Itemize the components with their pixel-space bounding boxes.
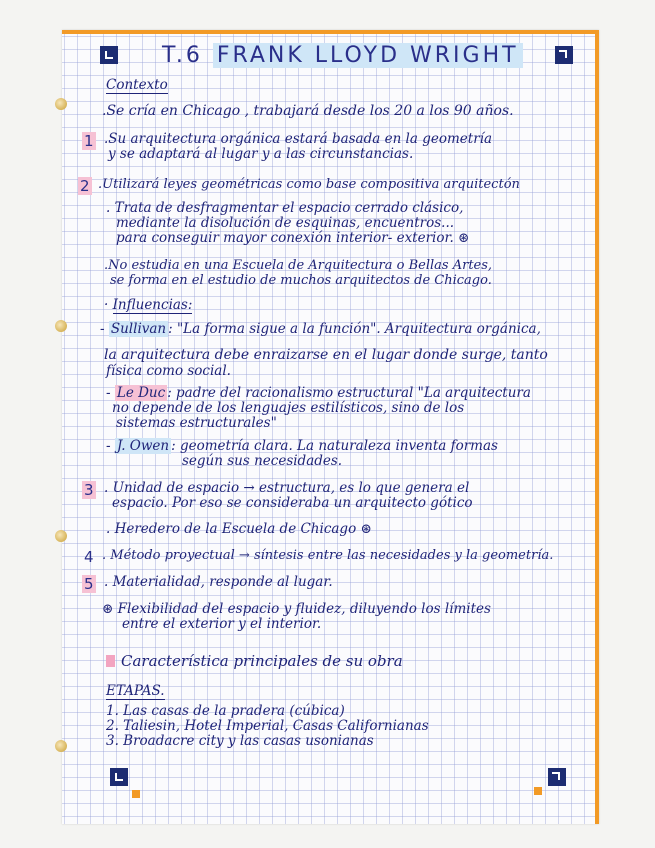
stage-item: 3. Broadacre city y las casas usonianas	[106, 733, 374, 749]
title-text: FRANK LLOYD WRIGHT	[213, 43, 523, 68]
notebook-logo-icon	[110, 768, 128, 786]
note-line: ⊛ Flexibilidad del espacio y fluidez, diluyendo los límites	[102, 601, 491, 617]
section-heading-text: Característica principales de su obra	[121, 652, 403, 670]
orange-square-icon	[132, 790, 140, 798]
binder-hole	[55, 320, 67, 332]
influence-text: : geometría clara. La naturaleza inventa formas	[171, 438, 498, 454]
note-line: . Método proyectual → síntesis entre las necesidades y la geometría.	[102, 548, 554, 563]
note-line: la arquitectura debe enraizarse en el lugar donde surge, tanto	[104, 347, 548, 363]
note-line: .Se cría en Chicago , trabajará desde los 20 a los 90 años.	[102, 103, 514, 119]
point-number: 4	[84, 548, 94, 566]
note-line: según sus necesidades.	[182, 453, 343, 469]
binder-hole	[55, 530, 67, 542]
note-line: - Sullivan : "La forma sigue a la función". Arquitectura orgánica,	[100, 321, 541, 337]
stages-heading: ETAPAS.	[106, 683, 165, 699]
note-line: .No estudia en una Escuela de Arquitectura o Bellas Artes,	[104, 258, 493, 273]
note-line: . Trata de desfragmentar el espacio cerrado clásico,	[106, 200, 464, 216]
topic-number: T.6	[162, 43, 203, 68]
note-line: entre el exterior y el interior.	[122, 616, 322, 632]
section-heading	[106, 654, 403, 669]
note-line: - J. Owen : geometría clara. La naturaleza inventa formas	[106, 438, 498, 454]
point-number: 3	[84, 481, 94, 499]
notebook-logo-icon	[100, 46, 118, 64]
point-number: 2	[80, 177, 90, 195]
note-line: . Unidad de espacio → estructura, es lo que genera el	[104, 480, 470, 496]
note-line: no depende de los lenguajes estilísticos, sino de los	[112, 400, 465, 416]
note-line: espacio. Por eso se consideraba un arquitecto gótico	[112, 495, 473, 511]
note-line: mediante la disolución de esquinas, encuentros...	[116, 215, 455, 231]
stage-item: 2. Taliesin, Hotel Imperial, Casas Californianas	[106, 718, 429, 734]
note-line: y se adaptará al lugar y a las circunstancias.	[108, 146, 414, 162]
note-line: física como social.	[106, 363, 231, 379]
point-number: 5	[84, 575, 94, 593]
influence-name: Sullivan	[110, 321, 167, 337]
note-line: se forma en el estudio de muchos arquitectos de Chicago.	[110, 273, 492, 288]
note-line: . Heredero de la Escuela de Chicago ⊛	[106, 521, 372, 537]
pink-box-icon	[106, 655, 115, 667]
binder-hole	[55, 740, 67, 752]
page-title	[162, 43, 523, 68]
section-heading: Contexto	[106, 77, 168, 93]
influence-name: Le Duc	[116, 385, 166, 401]
influences-heading: · Influencias:	[104, 297, 193, 313]
stage-item: 1. Las casas de la pradera (cúbica)	[106, 703, 345, 719]
binder-hole	[55, 98, 67, 110]
note-line: - Le Duc : padre del racionalismo estructural "La arquitectura	[106, 385, 531, 401]
note-line: .Su arquitectura orgánica estará basada en la geometría	[104, 131, 493, 147]
point-number: 1	[84, 132, 94, 150]
note-line: sistemas estructurales"	[116, 415, 277, 431]
note-line: para conseguir mayor conexión interior- exterior. ⊛	[116, 230, 470, 246]
influence-text: : "La forma sigue a la función". Arquitectura orgánica,	[168, 321, 541, 337]
note-line: .Utilizará leyes geométricas como base compositiva arquitectón	[98, 177, 520, 192]
notebook-logo-icon	[548, 768, 566, 786]
influences-label: Influencias:	[112, 297, 193, 313]
notebook-logo-icon	[555, 46, 573, 64]
influence-name: J. Owen	[116, 438, 170, 454]
notebook-page	[62, 30, 599, 824]
note-line: . Materialidad, responde al lugar.	[104, 574, 333, 590]
influence-text: : padre del racionalismo estructural "La arquitectura	[167, 385, 531, 401]
orange-square-icon	[534, 787, 542, 795]
